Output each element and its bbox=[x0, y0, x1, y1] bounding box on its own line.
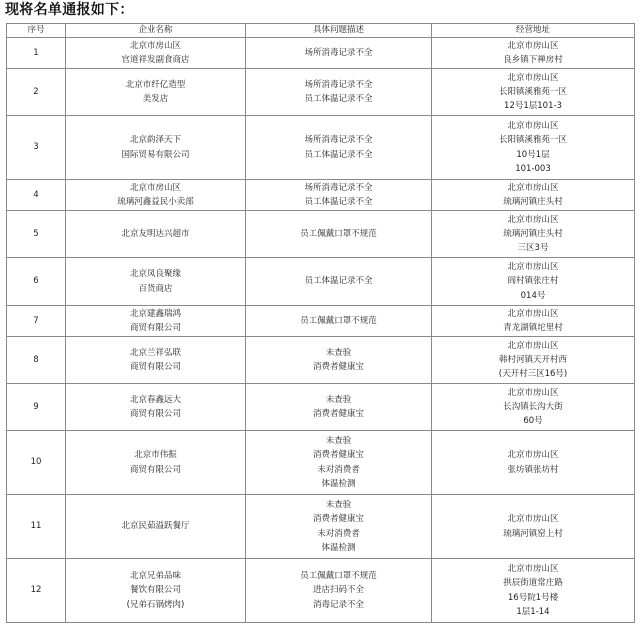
cell-company-name bbox=[66, 38, 246, 69]
address-line: 北京市房山区 bbox=[507, 514, 559, 525]
issue-line: 未查验 bbox=[325, 499, 352, 510]
company-name-line: 商贸有限公司 bbox=[129, 362, 181, 372]
cell-business-address bbox=[432, 384, 635, 431]
address-line: 拱辰街道常庄路 bbox=[503, 578, 563, 589]
address-line: 北京市房山区 bbox=[507, 387, 559, 398]
address-line: 阎村镇张庄村 bbox=[507, 276, 559, 287]
address-line: 青龙湖镇坨里村 bbox=[503, 323, 563, 333]
cell-issue-description bbox=[246, 211, 432, 258]
address-line: 014号 bbox=[520, 290, 546, 301]
header-issue-description: 具体问题描述 bbox=[246, 24, 432, 38]
company-name-line: 商贸有限公司 bbox=[129, 323, 181, 333]
address-line: 10号1层 bbox=[516, 149, 550, 160]
company-name-line: 商贸有限公司 bbox=[129, 464, 181, 475]
header-business-address: 经营地址 bbox=[432, 24, 635, 38]
address-line: 16号院1号楼 bbox=[507, 592, 559, 603]
company-name-line: 商贸有限公司 bbox=[129, 409, 181, 419]
cell-serial-number: 8 bbox=[7, 337, 66, 384]
address-line: 12号1层101-3 bbox=[504, 101, 562, 112]
table-row bbox=[7, 180, 635, 211]
issue-line: 员工体温记录不全 bbox=[304, 197, 373, 207]
address-line: 北京市房山区 bbox=[507, 563, 559, 574]
cell-company-name bbox=[66, 69, 246, 116]
cell-serial-number: 4 bbox=[7, 180, 66, 211]
cell-business-address bbox=[432, 258, 635, 306]
cell-issue-description bbox=[246, 431, 432, 495]
cell-issue-description bbox=[246, 258, 432, 306]
cell-serial-number: 11 bbox=[7, 495, 66, 559]
address-line: 北京市房山区 bbox=[507, 182, 559, 193]
address-line: 长沟镇长沟大街 bbox=[503, 401, 563, 412]
company-name-line: 百货商店 bbox=[138, 283, 173, 294]
cell-business-address bbox=[432, 38, 635, 69]
company-name-line: 官道祥发副食商店 bbox=[121, 55, 190, 65]
company-name-line: 北京市伟振 bbox=[134, 450, 177, 461]
cell-serial-number: 9 bbox=[7, 384, 66, 431]
cell-company-name bbox=[66, 211, 246, 258]
issue-line: 未查验 bbox=[325, 394, 352, 405]
issue-line: 消费者健康宝 bbox=[312, 514, 364, 525]
company-name-line: 美发店 bbox=[142, 94, 169, 104]
issue-line: 场所消毒记录不全 bbox=[304, 135, 373, 146]
company-name-line: 国际贸易有限公司 bbox=[121, 149, 190, 160]
cell-serial-number: 12 bbox=[7, 559, 66, 623]
company-name-line: 北京市房山区 bbox=[129, 182, 181, 193]
issue-line: 员工佩戴口罩不规范 bbox=[300, 315, 377, 326]
address-line: 北京市房山区 bbox=[507, 72, 559, 83]
company-name-line: 北京凤良聚缘 bbox=[129, 269, 181, 280]
cell-business-address bbox=[432, 116, 635, 180]
issue-line: 员工体温记录不全 bbox=[304, 276, 373, 287]
cell-company-name bbox=[66, 258, 246, 306]
table-row bbox=[7, 559, 635, 623]
issue-line: 消费者健康宝 bbox=[312, 362, 364, 372]
cell-serial-number: 2 bbox=[7, 69, 66, 116]
table-row bbox=[7, 384, 635, 431]
address-line: 北京市房山区 bbox=[507, 40, 559, 51]
company-name-line: 北京市纤亿造型 bbox=[125, 79, 186, 90]
cell-issue-description bbox=[246, 495, 432, 559]
header-serial-number: 序号 bbox=[7, 24, 66, 38]
cell-issue-description bbox=[246, 306, 432, 337]
cell-company-name bbox=[66, 180, 246, 211]
table-row bbox=[7, 495, 635, 559]
table-row bbox=[7, 258, 635, 306]
cell-serial-number: 5 bbox=[7, 211, 66, 258]
address-line: 北京市房山区 bbox=[507, 214, 559, 225]
issue-line: 员工体温记录不全 bbox=[304, 94, 373, 104]
address-line: 北京市房山区 bbox=[507, 120, 559, 131]
issue-line: 消毒记录不全 bbox=[312, 599, 364, 610]
address-line: 琉璃河镇窑上村 bbox=[503, 528, 563, 539]
issue-line: 未对消费者 bbox=[317, 528, 360, 539]
table-row bbox=[7, 211, 635, 258]
table-row bbox=[7, 431, 635, 495]
cell-business-address bbox=[432, 337, 635, 384]
cell-issue-description bbox=[246, 384, 432, 431]
company-name-line: 北京市房山区 bbox=[129, 40, 181, 51]
cell-business-address bbox=[432, 180, 635, 211]
issue-line: 消费者健康宝 bbox=[312, 409, 364, 419]
issue-line: 体温检测 bbox=[321, 478, 356, 489]
company-name-line: 北京民茹溢跃餐厅 bbox=[121, 521, 190, 532]
issue-line: 员工佩戴口罩不规范 bbox=[300, 228, 377, 239]
address-line: 101-003 bbox=[515, 163, 551, 174]
cell-business-address bbox=[432, 211, 635, 258]
address-line: 北京市房山区 bbox=[507, 450, 559, 461]
cell-company-name bbox=[66, 559, 246, 623]
company-name-line: 北京友明达兴超市 bbox=[121, 228, 190, 239]
table-header-row bbox=[7, 24, 635, 38]
company-name-line: 北京兄弟品味 bbox=[129, 571, 181, 582]
issue-line: 体温检测 bbox=[321, 542, 356, 553]
company-name-line: 北京韵泽天下 bbox=[129, 135, 181, 146]
table-row bbox=[7, 69, 635, 116]
company-name-line: 餐饮有限公司 bbox=[129, 585, 181, 596]
cell-company-name bbox=[66, 116, 246, 180]
cell-issue-description bbox=[246, 69, 432, 116]
cell-issue-description bbox=[246, 38, 432, 69]
address-line: 韩村河镇天开村西 bbox=[498, 354, 567, 365]
table-row bbox=[7, 306, 635, 337]
table-row bbox=[7, 337, 635, 384]
cell-serial-number: 1 bbox=[7, 38, 66, 69]
address-line: (天开村三区16号) bbox=[498, 369, 568, 380]
cell-serial-number: 10 bbox=[7, 431, 66, 495]
company-name-line: 北京建鑫瑞鸿 bbox=[129, 308, 181, 319]
address-line: 60号 bbox=[523, 416, 543, 427]
cell-company-name bbox=[66, 384, 246, 431]
notice-table bbox=[6, 23, 635, 623]
header-company-name: 企业名称 bbox=[66, 24, 246, 38]
issue-line: 员工佩戴口罩不规范 bbox=[300, 571, 377, 582]
issue-line: 未对消费者 bbox=[317, 464, 360, 475]
cell-issue-description bbox=[246, 559, 432, 623]
issue-line: 消费者健康宝 bbox=[312, 450, 364, 461]
cell-company-name bbox=[66, 431, 246, 495]
company-name-line: 北京春鑫远大 bbox=[129, 394, 181, 405]
issue-line: 场所消毒记录不全 bbox=[304, 79, 373, 90]
cell-company-name bbox=[66, 337, 246, 384]
table-row bbox=[7, 116, 635, 180]
address-line: 三区3号 bbox=[517, 243, 549, 254]
cell-issue-description bbox=[246, 337, 432, 384]
address-line: 长阳镇溪雅苑一区 bbox=[498, 86, 567, 97]
address-line: 长阳镇溪雅苑一区 bbox=[498, 135, 567, 146]
issue-line: 员工体温记录不全 bbox=[304, 149, 373, 160]
cell-company-name bbox=[66, 306, 246, 337]
table-row bbox=[7, 38, 635, 69]
cell-business-address bbox=[432, 495, 635, 559]
table-body bbox=[7, 38, 635, 623]
company-name-line: (兄弟石锅烤肉) bbox=[126, 599, 185, 610]
company-name-line: 北京兰祥弘联 bbox=[129, 347, 181, 358]
cell-business-address bbox=[432, 69, 635, 116]
address-line: 北京市房山区 bbox=[507, 262, 559, 273]
cell-serial-number: 3 bbox=[7, 116, 66, 180]
issue-line: 场所消毒记录不全 bbox=[304, 47, 373, 58]
cell-serial-number: 6 bbox=[7, 258, 66, 306]
cell-company-name bbox=[66, 495, 246, 559]
issue-line: 未查验 bbox=[325, 435, 352, 446]
address-line: 良乡镇下禅房村 bbox=[503, 55, 563, 65]
issue-line: 进店扫码不全 bbox=[312, 585, 364, 596]
address-line: 1层1-14 bbox=[516, 606, 550, 617]
cell-issue-description bbox=[246, 180, 432, 211]
address-line: 北京市房山区 bbox=[507, 308, 559, 319]
address-line: 张坊镇张坊村 bbox=[507, 464, 559, 475]
company-name-line: 琉璃河鑫益民小卖部 bbox=[117, 197, 194, 207]
cell-business-address bbox=[432, 559, 635, 623]
cell-serial-number: 7 bbox=[7, 306, 66, 337]
issue-line: 未查验 bbox=[325, 347, 352, 358]
address-line: 琉璃河镇庄头村 bbox=[503, 228, 563, 239]
page-title: 现将名单通报如下： bbox=[5, 2, 134, 18]
issue-line: 场所消毒记录不全 bbox=[304, 182, 373, 193]
address-line: 琉璃河镇庄头村 bbox=[503, 197, 563, 207]
cell-issue-description bbox=[246, 116, 432, 180]
address-line: 北京市房山区 bbox=[507, 340, 559, 351]
cell-business-address bbox=[432, 431, 635, 495]
cell-business-address bbox=[432, 306, 635, 337]
